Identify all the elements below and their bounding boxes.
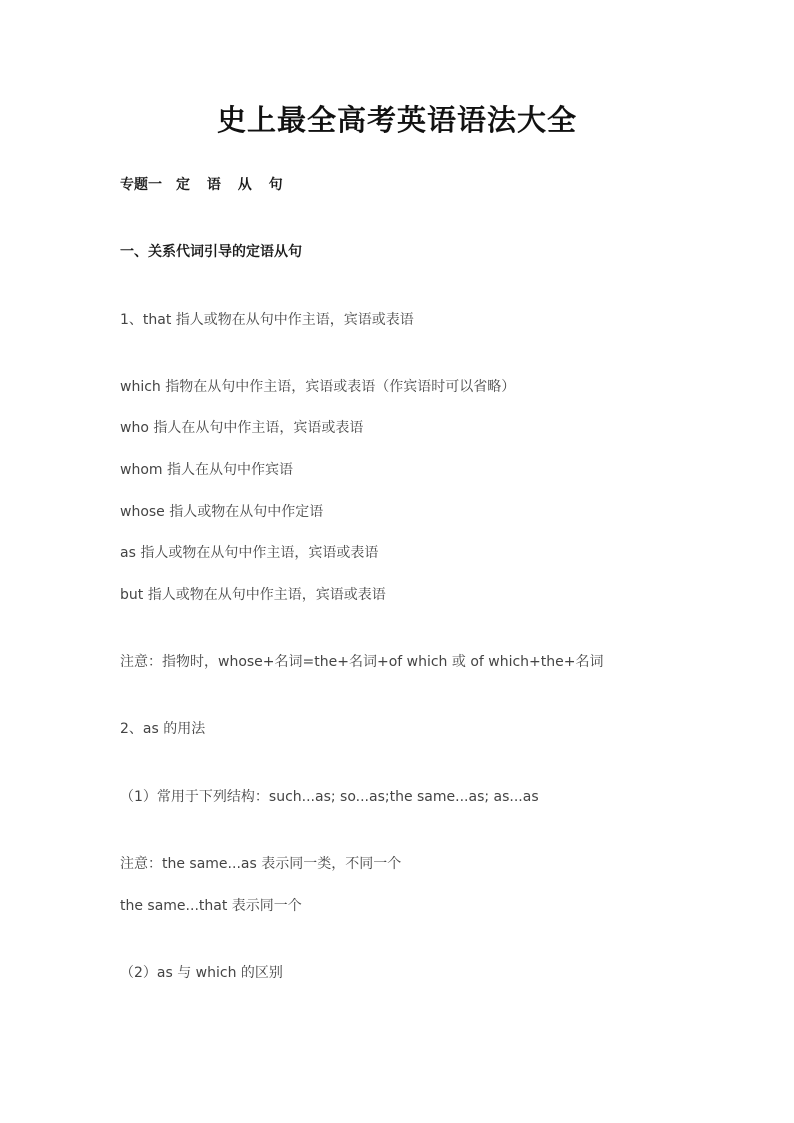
section-heading: 一、关系代词引导的定语从句	[120, 244, 302, 260]
page-title: 史上最全高考英语语法大全	[216, 103, 577, 137]
note-same-as: 注意：the same...as 表示同一类，不同一个	[120, 856, 402, 872]
rule-whose: whose 指人或物在从句中作定语	[120, 504, 324, 520]
rule-as: as 指人或物在从句中作主语，宾语或表语	[120, 545, 379, 561]
item-as-usage: 2、as 的用法	[120, 721, 206, 737]
sub-structures: （1）常用于下列结构：such...as; so...as;the same...as; as...as	[120, 789, 539, 805]
topic-name: 定 语 从 句	[176, 177, 289, 193]
rule-whom: whom 指人在从句中作宾语	[120, 462, 293, 478]
topic-heading	[120, 176, 289, 194]
rule-but: but 指人或物在从句中作主语，宾语或表语	[120, 587, 386, 603]
note-same-that: the same...that 表示同一个	[120, 898, 302, 914]
note-whose: 注意：指物时，whose+名词=the+名词+of which 或 of which+the+名词	[120, 654, 604, 670]
rule-who: who 指人在从句中作主语，宾语或表语	[120, 420, 364, 436]
sub-as-which-difference: （2）as 与 which 的区别	[120, 965, 283, 981]
rule-that: 1、that 指人或物在从句中作主语，宾语或表语	[120, 312, 414, 328]
topic-label: 专题一	[120, 177, 162, 193]
rule-which: which 指物在从句中作主语，宾语或表语（作宾语时可以省略）	[120, 379, 516, 395]
